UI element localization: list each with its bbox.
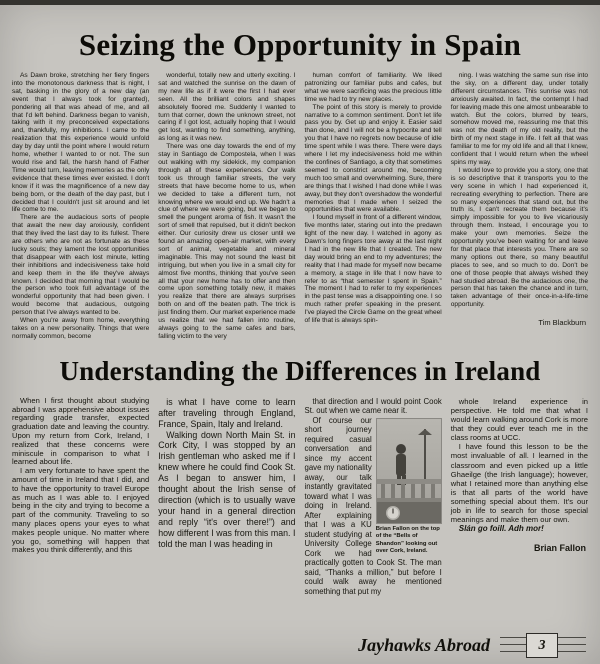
- paragraph: whole Ireland experience in perspective. He told me that what I would learn walking around Cork is more that they could ever teach me in the class rooms at UCC.: [450, 396, 588, 443]
- photo-figure: [376, 418, 442, 556]
- photo-caption: Brian Fallon on the top of the “Bells of Shandon” looking out over Cork, Ireland.: [375, 525, 440, 554]
- paragraph: is what I have come to learn after traveling through England, France, Spain, Italy and Ireland.: [158, 396, 296, 429]
- article-ireland-columns: [0, 397, 600, 597]
- article-column-text: [451, 397, 588, 525]
- article-column-text: [451, 72, 588, 309]
- paragraph: I would love to provide you a story, one that is so descriptive that it transports you to the very scene in which I had experienced it, recreating everything to perfection. There are so many experiences that stand out, but the truth is, I can't recreate them because it's simply impossible for you to live vicariously through them. Instead, I encourage you to make your own memories. Seize the opportunity you've been waiting for and leave for that place that interests you. There are so many options out there, so many beautiful places to see, and so much to do. Don't be one of those people that always wished they had studied abroad. Be the audacious one, the person that has taken the chance and in turn, taken advantage of their once-in-a-life-time opportunity.: [450, 166, 588, 309]
- tower-photo: [376, 418, 442, 524]
- paragraph: When I first thought about studying abroad I was apprehensive about issues regarding grade transfer, expected graduation date and leaving the country. Upon my return from Cork, Ireland, I realized that these concerns were miniscule in comparison to what I learned about life.: [12, 395, 150, 467]
- paragraph: The point of this story is merely to provide narrative to a common sentiment. Don't let life pass you by. Get up and enjoy it. Easier said than done, and I will not be a hypocrite and tell you that I have no regrets now because of idle time spent while I was there. There were days where I let my indecisiveness hold me within the confines of Santiago, a city that sometimes seemed to constrict around me, becoming much too small and overwhelming. Sure, there are things that I wished I had done while I was away, but they don't overshadow the wonderful memories that I made when I seized the opportunities that were available.: [304, 103, 442, 214]
- article-spain-columns: [0, 72, 600, 341]
- paragraph: I have found this lesson to be the most invaluable of all. I learned in the classroom and even picked up a little Ghaeilge (the Irish language); however, what I retained more than anything else is that all parts of the world have something special about them. It's our job in life to search for those special meanings and make them our own.: [450, 442, 588, 525]
- byline-brian-fallon: Brian Fallon: [533, 542, 586, 553]
- article-column: [12, 397, 149, 597]
- paragraph: human comfort of familiarity. We liked patronizing our familiar pubs and cafes, but what we were sacrificing was the precious little time we had to try new places.: [304, 72, 442, 103]
- article-column: [158, 397, 295, 597]
- article-column: [451, 72, 588, 341]
- article-spain-headline: Seizing the Opportunity in Spain: [78, 27, 522, 62]
- article-column: [158, 72, 295, 341]
- byline-tim-blackburn: Tim Blackburn: [538, 318, 586, 328]
- page-footer: [358, 633, 586, 657]
- article-column: [12, 72, 149, 341]
- paragraph: I am very fortunate to have spent the amount of time in Ireland that I did, and to have the opportunity to travel Europe as much as I was able to. I enjoyed being in the city and trying to become a part of the community. Traveling to so many places opens your eyes to what makes people unique. No matter where you go, something will happen that makes you think differently, and this: [12, 466, 150, 555]
- scan-edge-top: [0, 0, 600, 5]
- paragraph: I found myself in front of a different window, five months later, staring out into the predawn light of the new day. I watched in agony as Dawn's long fingers tore away at the last night I had in the new life that I created. The new day would bring an end to my adventures; the reality that I had made for myself now became a memory, a stage in life that I now have to refer to as “that semester I spent in Spain.” The moment I had to refer to my experiences in the past tense was a disappointing one. I so much rather prefer speaking in the present. I've played the Circle Game on the great wheel of life that is always spin-: [304, 214, 442, 325]
- paragraph: There are the audacious sorts of people that await the new day anxiously, confident that they lived the last day to its fullest. There are others who are not as fortunate as these lucky souls; they lament the lost opportunities that disappear with each lost minute, letting their inhibitions and indecisiveness take hold and keep them in the life they've always known. I decided that morning that I would be the person who took full advantage of the wonderful opportunity that had been given. I would become that audacious, outgoing person that I've always wanted to be.: [12, 214, 150, 317]
- irish-signoff: Slán go foill. Adh mor!: [458, 524, 544, 534]
- article-ireland: [0, 341, 600, 597]
- article-column: [451, 397, 588, 597]
- article-column: [305, 397, 442, 597]
- article-column: [305, 72, 442, 341]
- paragraph: As Dawn broke, stretching her fiery fingers into the monotonous darkness that is night, I sat, basking in the glory of a new day (an event that I always took for granted), pondering all that was ahead of me, and all that I'd left behind. Darkness began to vanish, taking with it my preconceived expectations and, thankfully, my inhibitions. I came to the realization that this experience would unfold day by day until the point where I would return home, whether I wanted to or not. The sun would rise and fall, the harsh hand of Father Time would turn, leaving memories as the only evidence that these times ever existed. I don't know if it was the magnificence of a new day being born, or the death of the day past, but I decided that I couldn't just sit around and let life come to me.: [12, 72, 150, 214]
- paragraph: Of course our short journey required casual conversation and since my accent gave my nationality away, our talk instantly gravitated toward what I was doing in Ireland. After explaining that I was a KU student studying at University College Cork we had practically gotten to Cook St. The man said, “Thanks a million,” but before I could walk away he mentioned something that put my: [304, 415, 442, 596]
- paragraph: When you're away from home, everything takes on a new personality. Things that were normally common, become: [12, 317, 150, 340]
- article-ireland-headline: Understanding the Differences in Ireland: [59, 355, 541, 386]
- paragraph: ning. I was watching the same sun rise into the sky, on a different day, under totally different circumstances. This sunrise was not anxiously awaited. In fact, the contempt I had for leaving made this one almost unbearable to watch. But the colors, blurred by tears, somehow moved me, reassuring me that this was not the death of my old reality, but the birth of my next stage in life. I felt all that was familiar to me for my old life and all that I knew, confident that I would return when the wheel spins my way.: [450, 72, 588, 166]
- publication-name: Jayhawks Abroad: [358, 634, 490, 655]
- article-column-lead: that direction and I would point Cook St. out when we came near it.: [304, 396, 442, 416]
- paragraph: wonderful, totally new and utterly exciting. I sat and watched the sunrise on the dawn of my new life as if it were the first I had ever seen. All the brilliant colors and shapes absolutely floored me. Suddenly I wanted to turn that corner, down the unknown street, not caring if I got lost, actually hoping that I would get lost, wanting to find something, anything, as long as it was new.: [158, 72, 296, 143]
- paragraph: Walking down North Main St. in Cork City, I was stopped by an Irish gentleman who asked me if I knew where he could find Cook St. As I began to answer him, I thought about the Irish sense of direction (which is to usually wave your hand in a general direction and reply “it's over there!”) and how different I was from this man. I told the man I was heading in: [158, 429, 296, 549]
- page-number: 3: [526, 633, 558, 658]
- folio-decoration: [500, 633, 586, 657]
- paragraph: There was one day towards the end of my stay in Santiago de Compostela, when I was out walking with my sidekick, my companion through all of these experiences. Our walk took us through familiar streets, the very streets that have become home to us, when we decided to take a different turn, not knowing where we would end up. We hadn't a clue of where we were going, but we began to smell the pungent aroma of fish. It wasn't the sort of smell that repulsed, but it didn't beckon either. Our curiosity drew us closer until we found an amazing open-air market, with every sort of animal, vegetable and mineral imaginable. This may not sound the least bit intriguing, but when you live in a small city for almost five months, thinking that you've seen all that your new home has to offer and then come upon something totally new, it makes you realize that there are always surprises both on and off the beaten path. The trick is just finding them. Our market experience made us realize that we had fallen into routine, always going to the same cafes and bars, falling victim to the very: [158, 143, 296, 340]
